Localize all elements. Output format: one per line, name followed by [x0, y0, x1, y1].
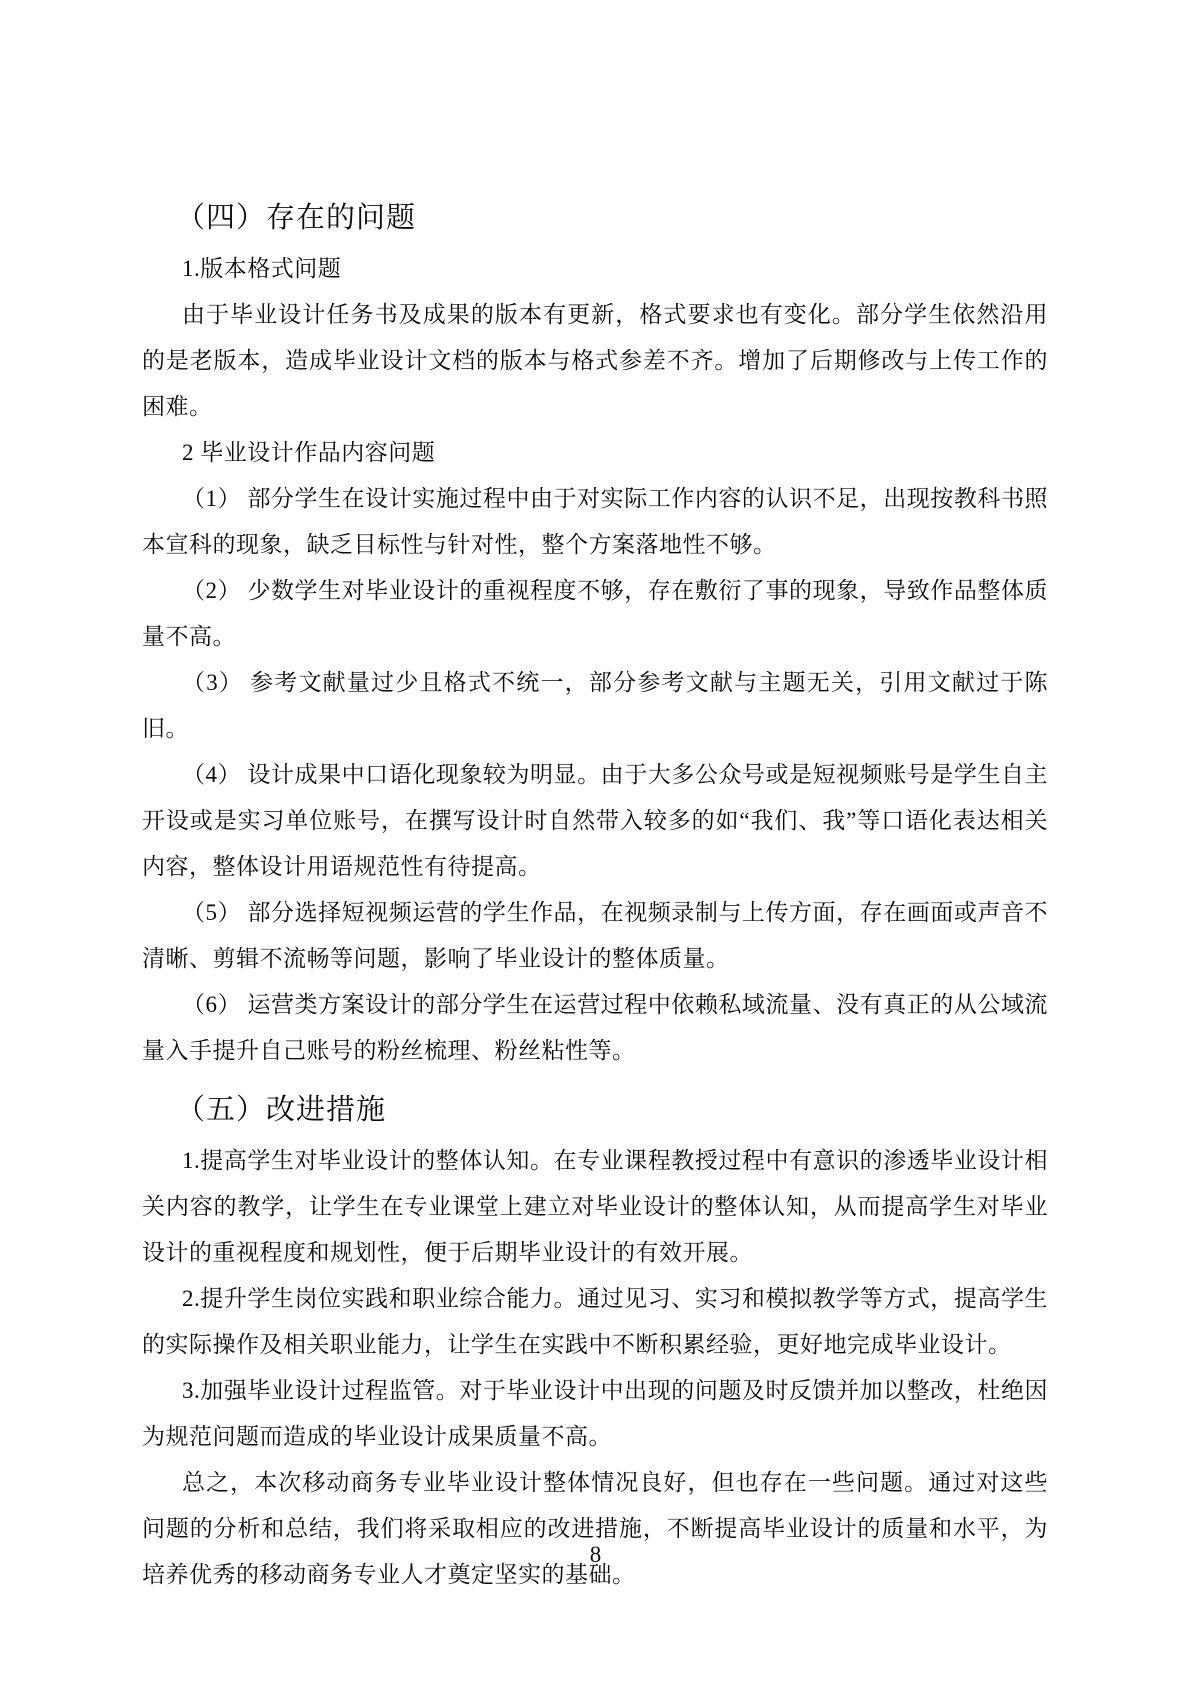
paragraph-measure-1: 1.提高学生对毕业设计的整体认知。在专业课程教授过程中有意识的渗透毕业设计相关内容的教学，让学生在专业课堂上建立对毕业设计的整体认知，从而提高学生对毕业设计的重视程度和规划性，便于后期毕业设计的有效开展。 [142, 1148, 1048, 1265]
paragraph-issue-2: （2） 少数学生对毕业设计的重视程度不够，存在敷衍了事的现象，导致作品整体质量不高。 [142, 578, 1048, 649]
paragraph-version-format-title: 1.版本格式问题 [182, 256, 342, 281]
paragraph-issue-6: （6） 运营类方案设计的部分学生在运营过程中依赖私域流量、没有真正的从公域流量入手提升自己账号的粉丝梳理、粉丝粘性等。 [142, 992, 1048, 1063]
section-heading-4: （四）存在的问题 [176, 202, 417, 234]
paragraph-issue-3: （3） 参考文献量过少且格式不统一，部分参考文献与主题无关，引用文献过于陈旧。 [142, 670, 1048, 741]
paragraph-content-issues-title: 2 毕业设计作品内容问题 [182, 440, 436, 465]
paragraph-measure-2: 2.提升学生岗位实践和职业综合能力。通过见习、实习和模拟教学等方式，提高学生的实际操作及相关职业能力，让学生在实践中不断积累经验，更好地完成毕业设计。 [142, 1286, 1048, 1357]
paragraph-summary: 总之，本次移动商务专业毕业设计整体情况良好，但也存在一些问题。通过对这些问题的分析和总结，我们将采取相应的改进措施，不断提高毕业设计的质量和水平，为培养优秀的移动商务专业人才奠定坚实的基础。 [142, 1470, 1048, 1587]
paragraph-issue-1: （1） 部分学生在设计实施过程中由于对实际工作内容的认识不足，出现按教科书照本宣科的现象，缺乏目标性与针对性，整个方案落地性不够。 [142, 486, 1048, 557]
page-number: 8 [589, 1542, 602, 1567]
paragraph-issue-4: （4） 设计成果中口语化现象较为明显。由于大多公众号或是短视频账号是学生自主开设或是实习单位账号，在撰写设计时自然带入较多的如“我们、我”等口语化表达相关内容，整体设计用语规范性有待提高。 [142, 762, 1048, 879]
section-heading-5: （五）改进措施 [176, 1094, 387, 1126]
page-content [142, 190, 1048, 1598]
paragraph-measure-3: 3.加强毕业设计过程监管。对于毕业设计中出现的问题及时反馈并加以整改，杜绝因为规范问题而造成的毕业设计成果质量不高。 [142, 1378, 1048, 1449]
paragraph-issue-5: （5） 部分选择短视频运营的学生作品，在视频录制与上传方面，存在画面或声音不清晰、剪辑不流畅等问题，影响了毕业设计的整体质量。 [142, 900, 1048, 971]
paragraph-version-format-body: 由于毕业设计任务书及成果的版本有更新，格式要求也有变化。部分学生依然沿用的是老版本，造成毕业设计文档的版本与格式参差不齐。增加了后期修改与上传工作的困难。 [142, 302, 1048, 419]
